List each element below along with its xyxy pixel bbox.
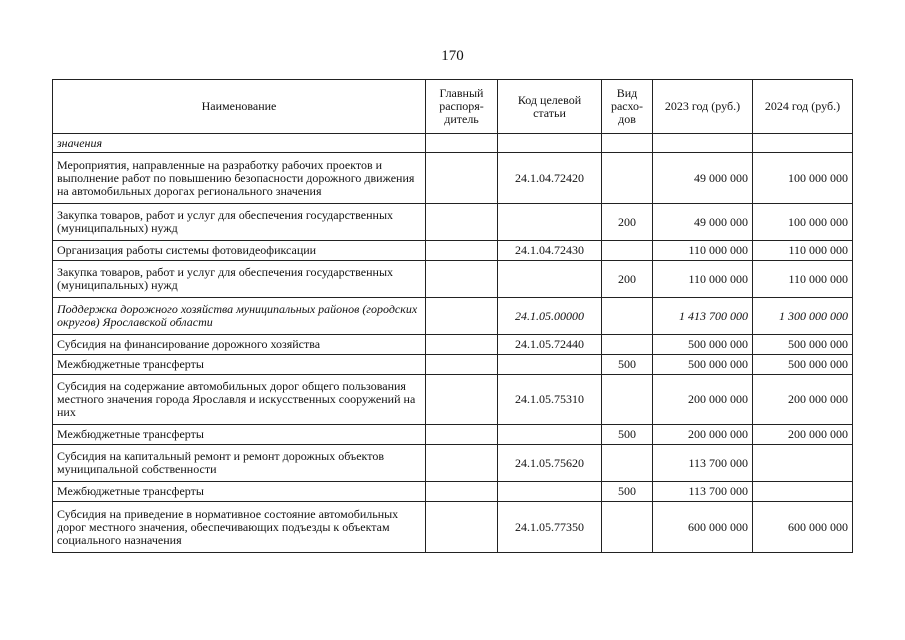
cell-2023: 110 000 000 xyxy=(653,241,753,261)
cell-2024: 500 000 000 xyxy=(753,355,853,375)
cell-2023: 113 700 000 xyxy=(653,445,753,482)
cell-manager xyxy=(426,355,498,375)
cell-2024: 1 300 000 000 xyxy=(753,298,853,335)
cell-vid xyxy=(602,298,653,335)
cell-manager xyxy=(426,482,498,502)
table-row xyxy=(53,241,853,261)
table-row xyxy=(53,153,853,204)
cell-2024: 110 000 000 xyxy=(753,241,853,261)
cell-code: 24.1.04.72420 xyxy=(498,153,602,204)
cell-vid xyxy=(602,241,653,261)
cell-2023: 200 000 000 xyxy=(653,425,753,445)
cell-2024: 600 000 000 xyxy=(753,502,853,553)
header-2023: 2023 год (руб.) xyxy=(653,80,753,134)
cell-code: 24.1.04.72430 xyxy=(498,241,602,261)
cell-vid xyxy=(602,134,653,153)
budget-table xyxy=(52,79,853,553)
cell-name: Субсидия на содержание автомобильных дорог общего пользования местного значения города Ярославля и искусственных сооружений на них xyxy=(53,375,426,425)
cell-code xyxy=(498,425,602,445)
cell-name: Межбюджетные трансферты xyxy=(53,355,426,375)
cell-vid: 500 xyxy=(602,425,653,445)
cell-code: 24.1.05.00000 xyxy=(498,298,602,335)
table-row xyxy=(53,425,853,445)
cell-2024 xyxy=(753,134,853,153)
table-row xyxy=(53,445,853,482)
cell-name: Закупка товаров, работ и услуг для обеспечения государственных (муниципальных) нужд xyxy=(53,261,426,298)
header-2024: 2024 год (руб.) xyxy=(753,80,853,134)
table-body xyxy=(53,134,853,553)
cell-vid: 500 xyxy=(602,482,653,502)
cell-manager xyxy=(426,445,498,482)
page-number: 170 xyxy=(441,48,464,64)
cell-2023: 200 000 000 xyxy=(653,375,753,425)
cell-code xyxy=(498,134,602,153)
cell-code: 24.1.05.77350 xyxy=(498,502,602,553)
cell-vid xyxy=(602,502,653,553)
cell-name: Поддержка дорожного хозяйства муниципальных районов (городских округов) Ярославской области xyxy=(53,298,426,335)
cell-manager xyxy=(426,134,498,153)
cell-name: Субсидия на капитальный ремонт и ремонт дорожных объектов муниципальной собственности xyxy=(53,445,426,482)
cell-2024 xyxy=(753,445,853,482)
cell-manager xyxy=(426,204,498,241)
header-vid: Вид расхо-дов xyxy=(602,80,653,134)
cell-2023: 500 000 000 xyxy=(653,335,753,355)
cell-2024: 200 000 000 xyxy=(753,425,853,445)
cell-code xyxy=(498,261,602,298)
cell-code: 24.1.05.75620 xyxy=(498,445,602,482)
cell-name: Субсидия на финансирование дорожного хозяйства xyxy=(53,335,426,355)
table-row xyxy=(53,502,853,553)
table-header-row xyxy=(53,80,853,134)
table-row xyxy=(53,298,853,335)
cell-2024 xyxy=(753,482,853,502)
table-row xyxy=(53,355,853,375)
cell-2023: 1 413 700 000 xyxy=(653,298,753,335)
header-name: Наименование xyxy=(53,80,426,134)
cell-2023: 600 000 000 xyxy=(653,502,753,553)
header-code: Код целевой статьи xyxy=(498,80,602,134)
table-row xyxy=(53,482,853,502)
cell-2024: 100 000 000 xyxy=(753,204,853,241)
table-row xyxy=(53,261,853,298)
cell-name: Закупка товаров, работ и услуг для обеспечения государственных (муниципальных) нужд xyxy=(53,204,426,241)
cell-manager xyxy=(426,502,498,553)
cell-manager xyxy=(426,241,498,261)
cell-2024: 100 000 000 xyxy=(753,153,853,204)
cell-2024: 110 000 000 xyxy=(753,261,853,298)
cell-name: Субсидия на приведение в нормативное состояние автомобильных дорог местного значения, обеспечивающих подъезды к объектам социального назначения xyxy=(53,502,426,553)
cell-name: Межбюджетные трансферты xyxy=(53,425,426,445)
cell-manager xyxy=(426,335,498,355)
cell-vid xyxy=(602,375,653,425)
cell-manager xyxy=(426,153,498,204)
cell-vid: 500 xyxy=(602,355,653,375)
cell-2023 xyxy=(653,134,753,153)
cell-vid xyxy=(602,153,653,204)
cell-manager xyxy=(426,261,498,298)
cell-manager xyxy=(426,425,498,445)
cell-2023: 110 000 000 xyxy=(653,261,753,298)
cell-code xyxy=(498,482,602,502)
cell-vid xyxy=(602,445,653,482)
cell-2024: 500 000 000 xyxy=(753,335,853,355)
cell-code: 24.1.05.72440 xyxy=(498,335,602,355)
cell-2023: 113 700 000 xyxy=(653,482,753,502)
cell-vid: 200 xyxy=(602,204,653,241)
cell-2024: 200 000 000 xyxy=(753,375,853,425)
header-manager: Главный распоря-дитель xyxy=(426,80,498,134)
cell-name: Мероприятия, направленные на разработку рабочих проектов и выполнение работ по повышению безопасности дорожного движения на автомобильных дорогах регионального значения xyxy=(53,153,426,204)
cell-name: Межбюджетные трансферты xyxy=(53,482,426,502)
table-row xyxy=(53,335,853,355)
cell-code: 24.1.05.75310 xyxy=(498,375,602,425)
cell-name: значения xyxy=(53,134,426,153)
cell-name: Организация работы системы фотовидеофиксации xyxy=(53,241,426,261)
cell-manager xyxy=(426,375,498,425)
cell-2023: 500 000 000 xyxy=(653,355,753,375)
table-row xyxy=(53,375,853,425)
table-row xyxy=(53,134,853,153)
cell-code xyxy=(498,355,602,375)
cell-2023: 49 000 000 xyxy=(653,153,753,204)
cell-vid: 200 xyxy=(602,261,653,298)
cell-vid xyxy=(602,335,653,355)
cell-manager xyxy=(426,298,498,335)
table-row xyxy=(53,204,853,241)
cell-code xyxy=(498,204,602,241)
cell-2023: 49 000 000 xyxy=(653,204,753,241)
